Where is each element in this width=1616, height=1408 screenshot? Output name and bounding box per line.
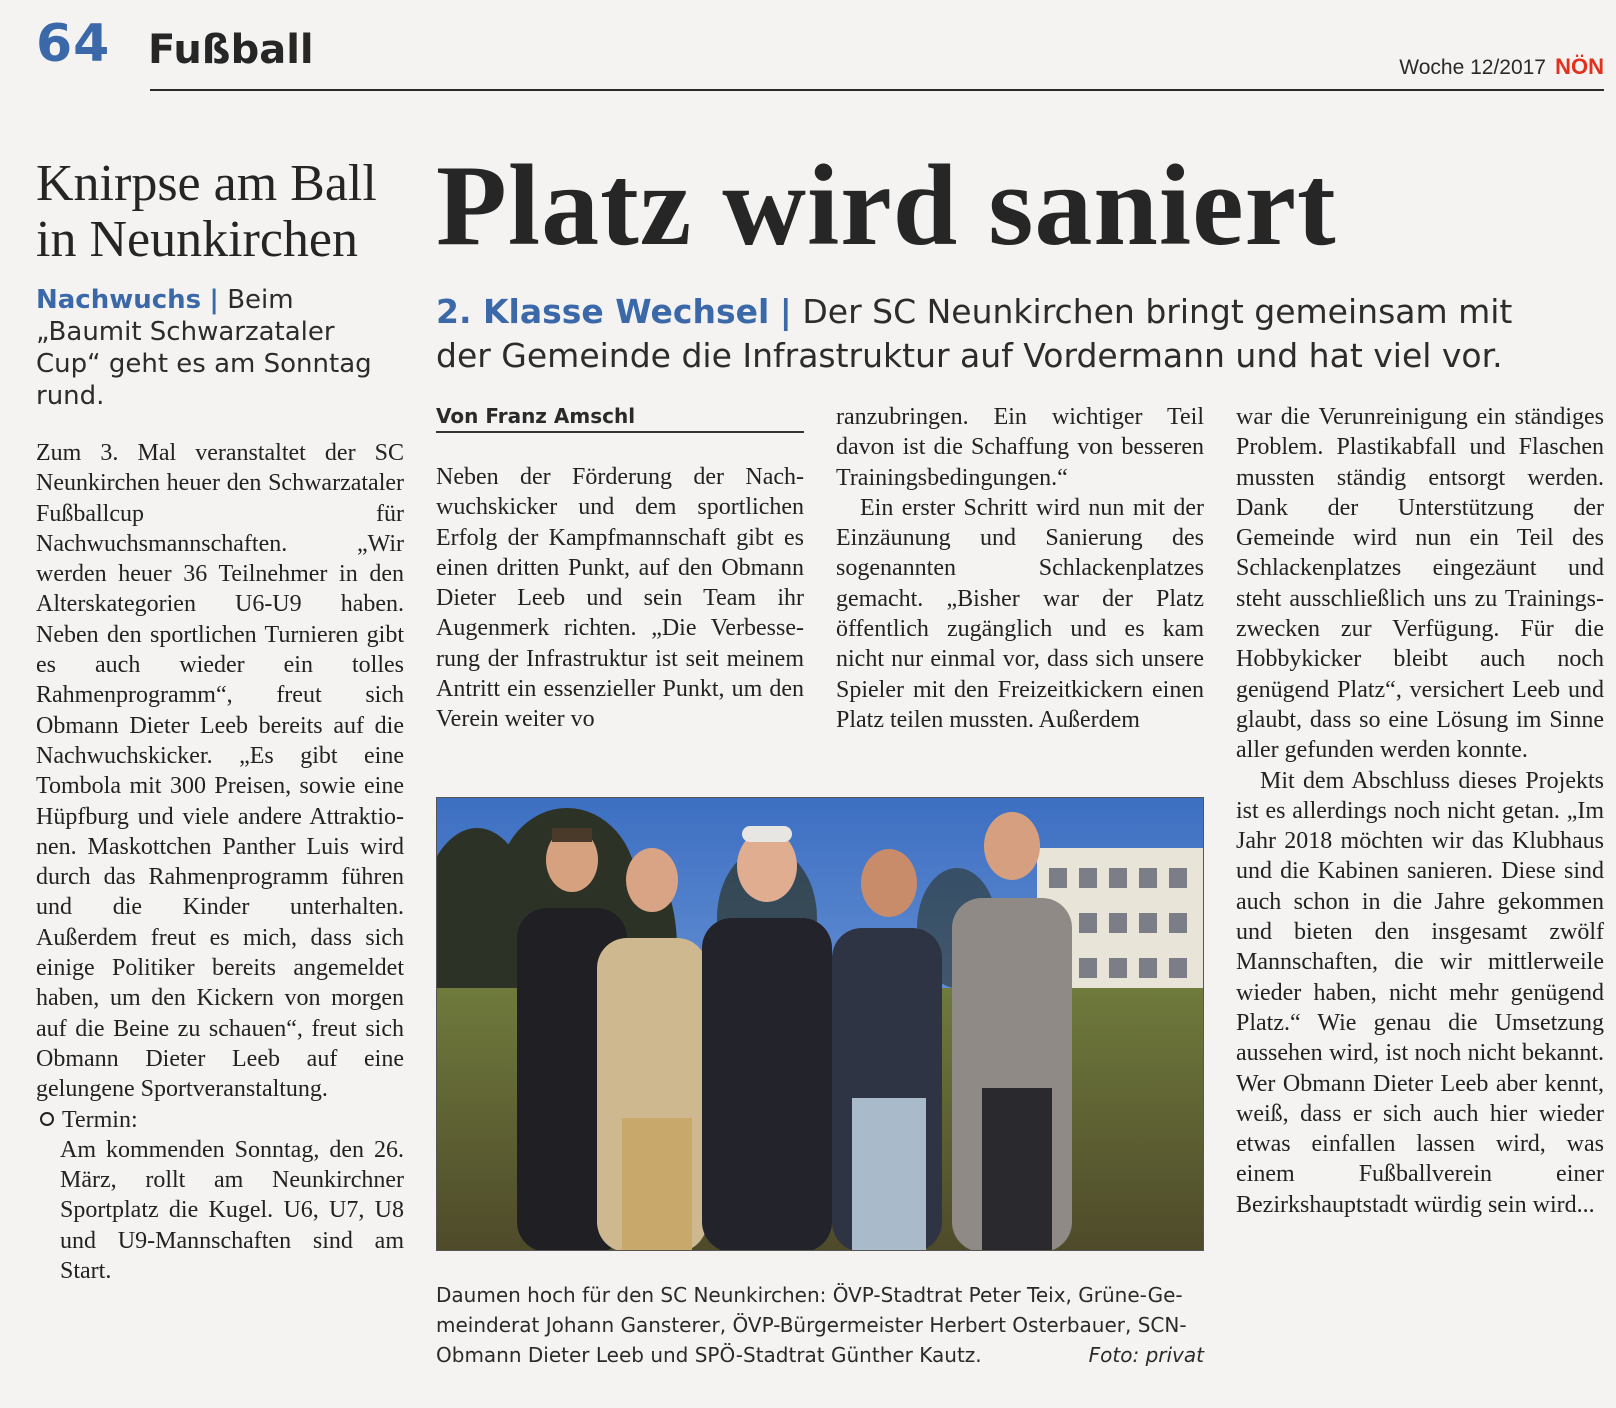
article-paragraph: war die Verunreinigung ein ständiges Problem. Plastikabfall und Flaschen mussten ständig entsorgt werden. Dank der Unterstützung der Gemeinde wird nun ein Teil des Schlackenplatzes eingezäunt und steht ausschließlich uns zu Trainingszwecken zur Verfügung. Für die Hobbykicker bleibt auch noch genügend Platz“, versichert Leeb und glaubt, dass so eine Lösung im Sinne aller gefunden werden konnte. xyxy=(1236,404,1604,764)
event-info-text: Am kommenden Sonntag, den 26. März, rollt am Neunkirchner Sportplatz die Kugel. U6, U7, U8 und U9-Mannschaften sind am Start. xyxy=(60,1136,404,1285)
publication-logo: NÖN xyxy=(1555,54,1604,79)
photo-credit: Foto: privat xyxy=(1088,1343,1204,1367)
photo-caption-text: Daumen hoch für den SC Neunkirchen: ÖVP-Stadtrat Peter Teix, Grüne-Gemeinderat Johann Gansterer, ÖVP-Bürgermeister Herbert Osterbauer, SCN-Obmann Dieter Leeb und SPÖ-Stadtrat Günther Kautz. xyxy=(436,1283,1187,1367)
article-column-3 xyxy=(1236,402,1604,1220)
side-article-intro xyxy=(36,284,404,412)
event-info-label: Termin: xyxy=(62,1106,138,1133)
group-photo xyxy=(436,797,1204,1251)
article-paragraph: Mit dem Abschluss dieses Projekts ist es allerdings noch nicht getan. „Im Jahr 2018 möchten wir das Klubhaus und die Kabinen sanieren. Diese sind auch schon in die Jahre gekommen und bieten den insgesamt zwölf Mannschaften, die wir mittlerweile wieder haben, nicht mehr genügend Platz.“ Wie genau die Umsetzung aussehen wird, ist noch nicht bekannt. Wer Obmann Dieter Leeb aber kennt, weiß, dass er sich auch hier wieder etwas einfallen lassen wird, was einem Fußballverein einer Bezirkshauptstadt würdig sein wird... xyxy=(1236,767,1604,1218)
main-deck xyxy=(436,290,1576,378)
article-column-2 xyxy=(836,402,1204,735)
event-info xyxy=(36,1105,404,1287)
header-rule xyxy=(150,89,1604,91)
rubric-separator: | xyxy=(779,292,792,331)
main-rubric: 2. Klasse Wechsel xyxy=(436,292,770,331)
side-article-body: Zum 3. Mal veranstaltet der SC Neunkirchen heuer den Schwarzataler Fußballcup für Nachwuchsmannschaften. „Wir werden heuer 36 Teilnehmer in den Alterskategorien U6-U9 haben. Neben den sportlichen Turnieren gibt es auch wieder ein tolles Rahmenprogramm“, freut sich Obmann Dieter Leeb bereits auf die Nachwuchskicker. „Es gibt eine Tombola mit 300 Preisen, sowie eine Hüpfburg und viele andere Attraktionen. Maskottchen Panther Luis wird durch das Rahmenprogramm führen und die Kinder unterhalten. Außerdem freut es mich, dass sich einige Politiker bereits angemeldet haben, um den Kickern von morgen auf die Beine zu schauen“, freut sich Obmann Dieter Leeb auf eine gelungene Sportveranstaltung. xyxy=(36,440,404,1103)
event-info-heading xyxy=(36,1105,404,1135)
rubric-separator: | xyxy=(209,285,219,315)
bullet-circle-icon xyxy=(40,1112,54,1126)
photo-caption xyxy=(436,1280,1204,1370)
side-article xyxy=(36,156,404,1286)
side-article-rubric: Nachwuchs xyxy=(36,285,202,315)
article-column-1: Neben der Förderung der Nachwuchskicker und dem sportlichen Erfolg der Kampfmannschaft gibt es einen dritten Punkt, auf den Obmann Dieter Leeb und sein Team ihr Augenmerk richten. „Die Verbesserung der Infrastruktur ist seit meinem Antritt ein essenzieller Punkt, um den Verein weiter vo xyxy=(436,464,804,733)
side-article-title: Knirpse am Ball in Neunkirchen xyxy=(36,155,377,268)
section-title: Fußball xyxy=(148,27,314,73)
article-paragraph: Ein erster Schritt wird nun mit der Einzäunung und Sanierung des sogenannten Schlackenplatzes gemacht. „Bisher war der Platz öffentlich zugänglich und es kam nicht nur einmal vor, dass sich unsere Spieler mit den Freizeitkickern einen Platz teilen mussten. Außerdem xyxy=(836,494,1204,733)
page-number: 64 xyxy=(36,14,111,74)
main-deck-text: Der SC Neunkirchen bringt gemeinsam mit der Gemeinde die Infrastruktur auf Vordermann und hat viel vor. xyxy=(436,292,1513,375)
side-article-intro-text: Beim „Baumit Schwarzataler Cup“ geht es am Sonntag rund. xyxy=(36,285,372,411)
issue-week: Woche 12/2017 xyxy=(1399,56,1546,79)
article-paragraph: ranzubringen. Ein wichtiger Teil davon ist die Schaffung von besseren Trainingsbedingungen.“ xyxy=(836,404,1204,491)
byline: Von Franz Amschl xyxy=(436,404,804,433)
main-headline: Platz wird saniert xyxy=(436,142,1337,270)
